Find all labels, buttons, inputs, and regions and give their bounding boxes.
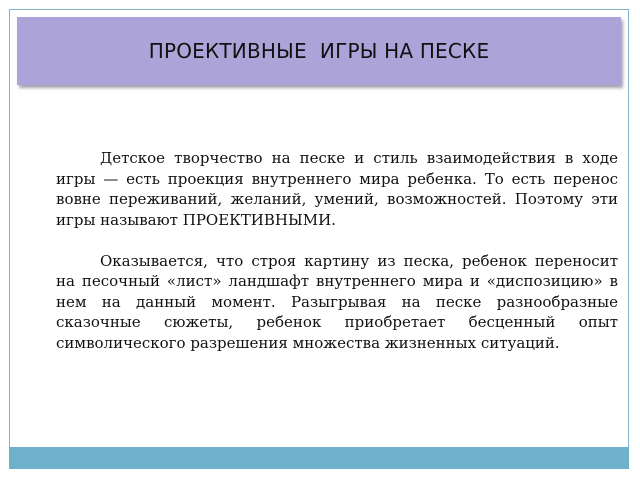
- slide-body: [56, 148, 618, 374]
- body-paragraph: Детское творчество на песке и стиль взаимодействия в ходе игры — есть проекция внутреннего мира ребенка. То есть перенос вовне переживаний, желаний, умений, возможностей. Поэтому эти игры называют ПРОЕКТИВНЫМИ.: [56, 149, 618, 229]
- body-paragraph: Оказывается, что строя картину из песка, ребенок переносит на песочный «лист» ландшафт внутреннего мира и «диспозицию» в нем на данный момент. Разыгрывая на песке разнообразные сказочные сюжеты, ребенок приобретает бесценный опыт символического разрешения множества жизненных ситуаций.: [56, 251, 618, 352]
- slide-title: ПРОЕКТИВНЫЕ ИГРЫ НА ПЕСКЕ: [148, 39, 490, 63]
- title-band: [17, 17, 621, 85]
- footer-bar: [9, 447, 629, 469]
